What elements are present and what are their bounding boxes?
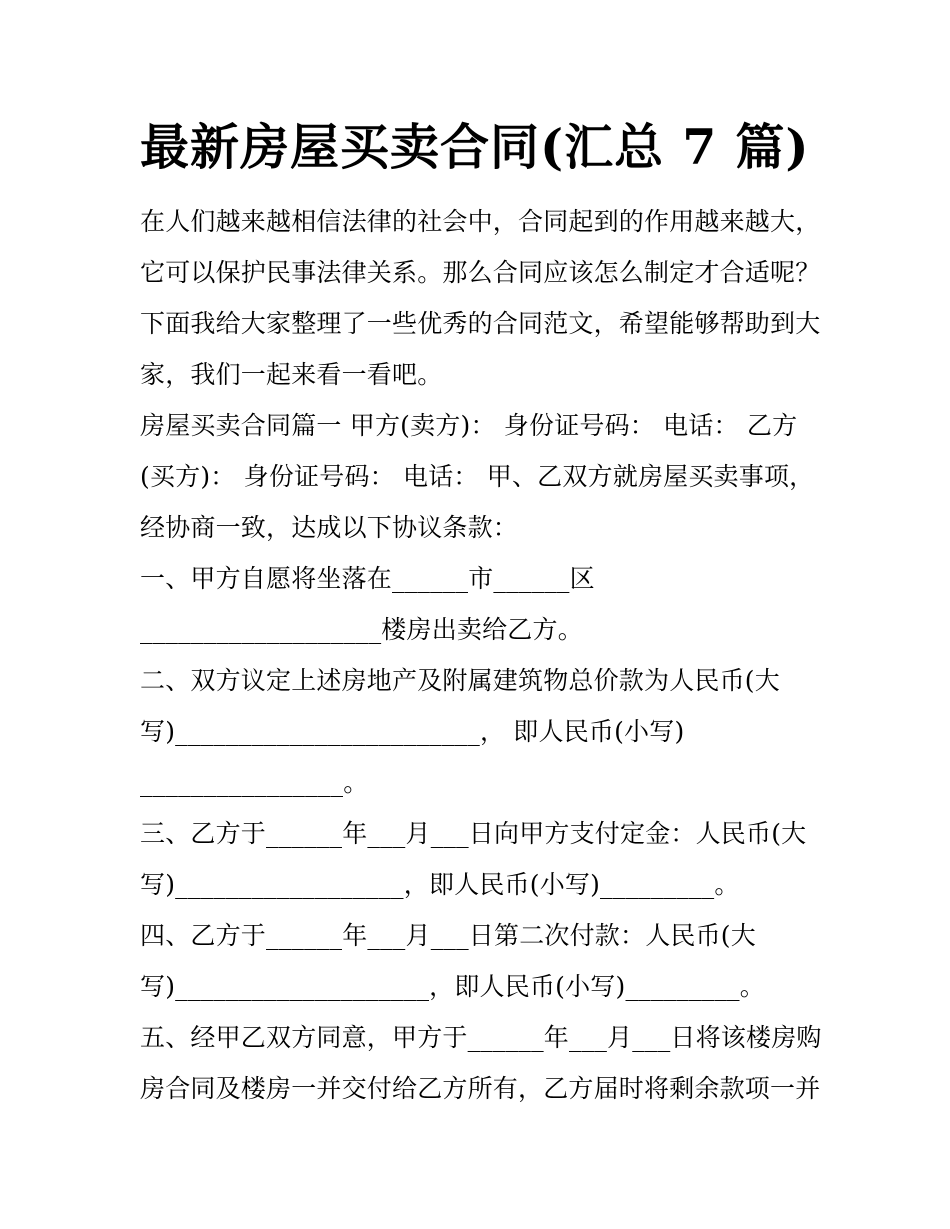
- clause-5-line-2: 房合同及楼房一并交付给乙方所有，乙方届时将剩余款项一并: [140, 1074, 821, 1103]
- intro-line-4: 家，我们一起来看一看吧。: [140, 360, 443, 389]
- clause-5-line-1: 五、经甲乙双方同意，甲方于______年___月___日将该楼房购: [140, 1023, 822, 1052]
- clause-2-line-2: 写)________________________， 即人民币(小写): [140, 717, 685, 746]
- contract-heading-line-2: (买方)： 身份证号码： 电话： 甲、乙双方就房屋买卖事项，: [140, 462, 815, 491]
- clause-3-line-2: 写)__________________，即人民币(小写)_________。: [140, 870, 740, 899]
- clause-1-line-2: ___________________楼房出卖给乙方。: [140, 615, 583, 644]
- clause-4-line-1: 四、乙方于______年___月___日第二次付款：人民币(大: [140, 921, 756, 950]
- intro-line-3: 下面我给大家整理了一些优秀的合同范文，希望能够帮助到大: [140, 309, 821, 338]
- contract-heading-line-3: 经协商一致，达成以下协议条款：: [140, 513, 519, 542]
- intro-line-2: 它可以保护民事法律关系。那么合同应该怎么制定才合适呢？: [140, 258, 821, 287]
- clause-2-line-3: ________________。: [140, 768, 369, 797]
- clause-4-line-2: 写)____________________，即人民币(小写)_________。: [140, 972, 765, 1001]
- clause-3-line-1: 三、乙方于______年___月___日向甲方支付定金：人民币(大: [140, 819, 807, 848]
- contract-heading-line-1: 房屋买卖合同篇一 甲方(卖方)： 身份证号码： 电话： 乙方: [140, 411, 798, 440]
- document-title: 最新房屋买卖合同(汇总 7 篇): [140, 118, 810, 176]
- clause-1-line-1: 一、甲方自愿将坐落在______市______区: [140, 564, 595, 593]
- clause-2-line-1: 二、双方议定上述房地产及附属建筑物总价款为人民币(大: [140, 666, 780, 695]
- intro-line-1: 在人们越来越相信法律的社会中，合同起到的作用越来越大，: [140, 207, 821, 236]
